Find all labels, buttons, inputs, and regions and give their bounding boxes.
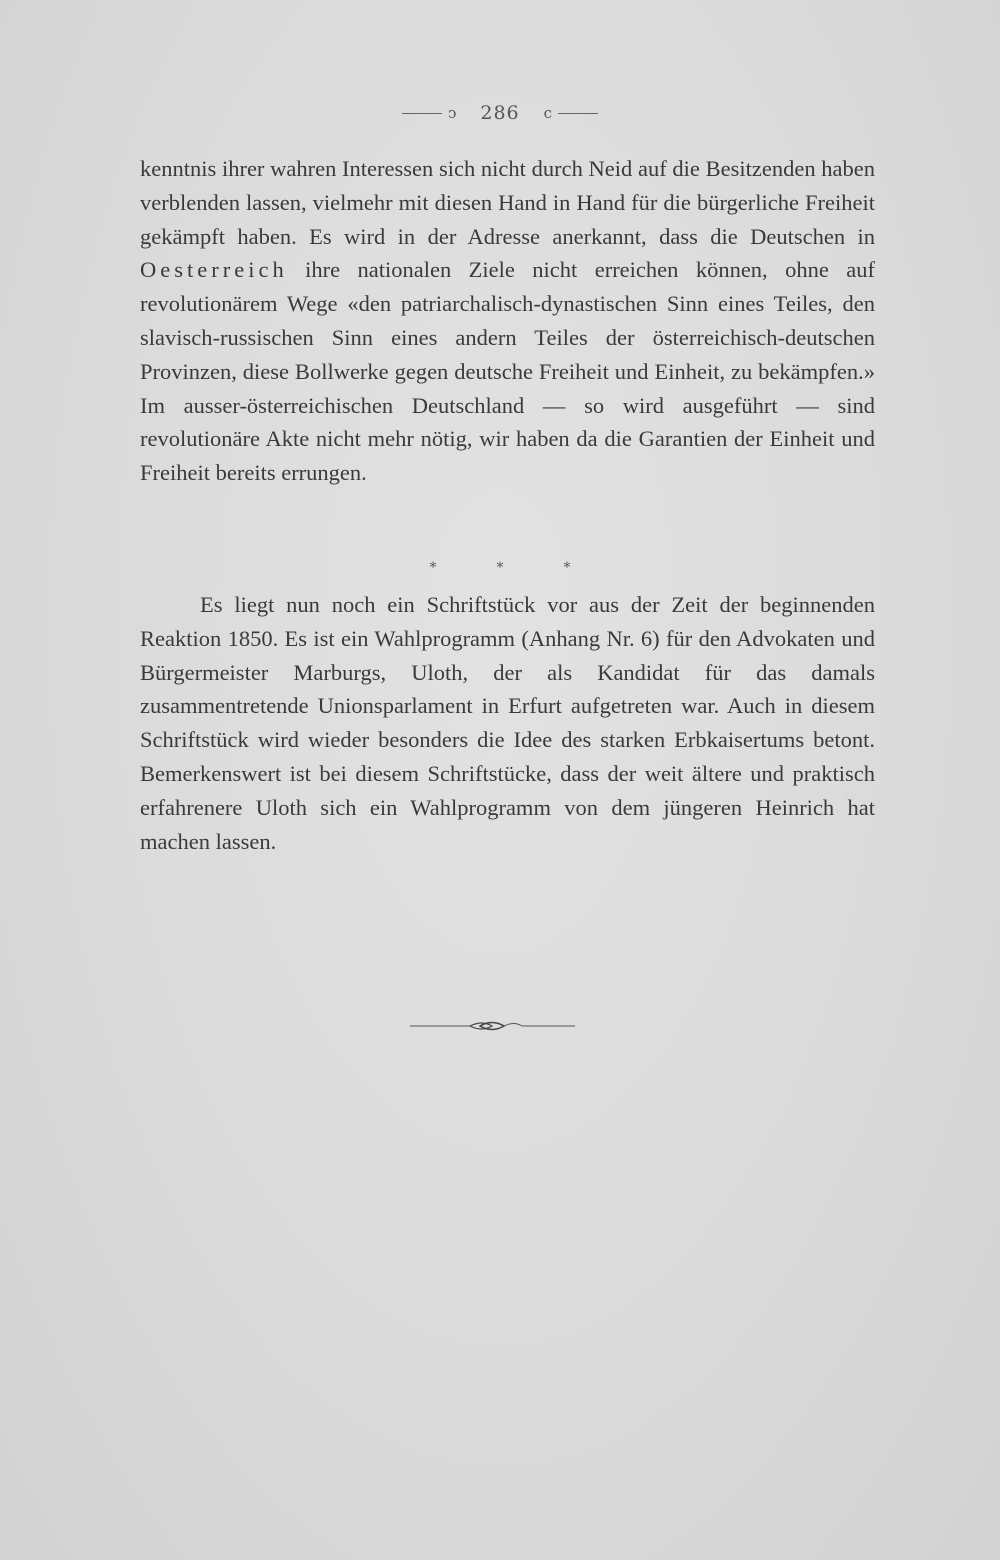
header-rule-left [402, 113, 442, 114]
section-separator [0, 560, 1000, 576]
separator-star-1: * [429, 560, 437, 576]
paragraph-1-spaced-word: Oesterreich [140, 257, 288, 283]
separator-star-3: * [563, 560, 571, 576]
end-ornament [410, 1016, 575, 1036]
separator-star-2: * [496, 560, 504, 576]
page-header [0, 102, 1000, 124]
paragraph-2: Es liegt nun noch ein Schriftstück vor aus der Zeit der beginnenden Reaktion 1850. Es ist ein Wahlprogramm (Anhang Nr. 6) für den Advokaten und Bürgermeister Marburgs, Uloth, der als Kandidat für das damals zusammentretende Unionsparlament in Erfurt aufgetreten war. Auch in diesem Schriftstück wird wieder besonders die Idee des starken Erbkaisertums betont. Bemerkenswert ist bei diesem Schriftstücke, dass der weit ältere und praktisch erfahrenere Uloth sich ein Wahlprogramm von dem jüngeren Heinrich hat machen lassen. [140, 592, 875, 854]
paragraph-1 [140, 152, 875, 490]
paragraph-1-text-b: ihre nationalen Ziele nicht erreichen können, ohne auf revolutionärem Wege «den patriarchalisch-dynastischen Sinn eines Teiles, den slavisch-russischen Sinn eines andern Teiles der österreichisch-deutschen Provinzen, diese Bollwerke gegen deutsche Freiheit und Einheit, zu bekämpfen.» Im ausser-österreichischen Deutschland — so wird ausgeführt — sind revolutionäre Akte nicht mehr nötig, wir haben da die Garantien der Einheit und Freiheit bereits errungen. [140, 257, 875, 486]
header-hook-left: ↄ [447, 104, 457, 122]
paragraph-new [140, 588, 875, 858]
header-rule-right [558, 113, 598, 114]
paragraph-continued [140, 152, 875, 490]
page-number: 286 [480, 102, 520, 124]
paragraph-1-text-a: kenntnis ihrer wahren Interessen sich nicht durch Neid auf die Besitzenden haben verblenden lassen, vielmehr mit diesen Hand in Hand für die bürgerliche Freiheit gekämpft haben. Es wird in der Adresse anerkannt, dass die Deutschen in [140, 156, 875, 249]
header-hook-right: c [543, 104, 553, 122]
